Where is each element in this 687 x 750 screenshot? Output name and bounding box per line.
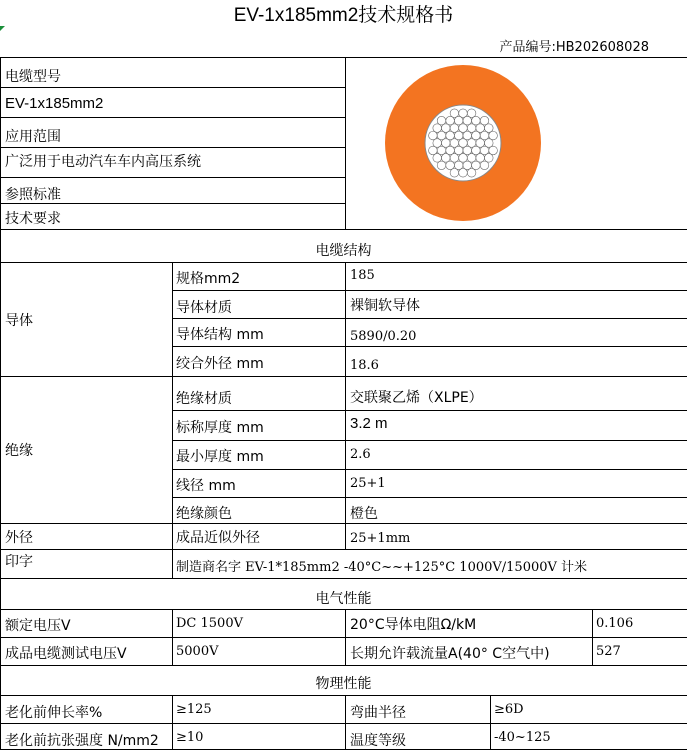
- standard-label: 参照标准: [5, 187, 61, 203]
- elongation-value: ≥125: [176, 702, 212, 717]
- cable-cross-section-image: [383, 63, 543, 223]
- conductor-strand: [433, 154, 442, 163]
- document-title: EV-1x185mm2技术规格书: [233, 5, 454, 26]
- conductor-strand: [463, 116, 472, 125]
- tech-requirement-label: 技术要求: [5, 211, 61, 227]
- conductor-strand: [433, 139, 442, 148]
- bend-radius-value: ≥6D: [494, 702, 524, 717]
- rated-voltage-label: 额定电压V: [5, 618, 71, 634]
- conductor-strand: [459, 154, 468, 163]
- bend-radius-label: 弯曲半径: [350, 705, 406, 721]
- conductor-strand: [467, 139, 476, 148]
- conductor-strand: [437, 116, 446, 125]
- resistance-label: 20°C导体电阻Ω/kM: [350, 617, 477, 633]
- conductor-strand: [472, 116, 481, 125]
- application-label: 应用范围: [5, 129, 61, 145]
- conductor-strand: [450, 139, 459, 148]
- temperature-class-label: 温度等级: [350, 733, 406, 749]
- conductor-strand: [459, 109, 468, 118]
- conductor-strand: [442, 139, 451, 148]
- conductor-strand: [454, 161, 463, 170]
- conductor-strands: [429, 109, 498, 177]
- rated-voltage-value: DC 1500V: [176, 616, 243, 631]
- conductor-row-value: 18.6: [350, 358, 379, 373]
- conductor-label: 导体: [5, 313, 33, 329]
- conductor-strand: [433, 124, 442, 133]
- conductor-strand: [467, 109, 476, 118]
- temperature-class-value: -40~125: [494, 730, 551, 745]
- conductor-strand: [472, 146, 481, 155]
- insulation-row-value: 2.6: [350, 447, 371, 462]
- application-value: 广泛用于电动汽车车内高压系统: [5, 154, 201, 170]
- conductor-strand: [476, 124, 485, 133]
- insulation-row-value: 3.2 m: [350, 415, 388, 432]
- structure-header: 电缆结构: [315, 243, 372, 259]
- insulation-label: 绝缘: [5, 443, 33, 459]
- conductor-strand: [485, 124, 494, 133]
- conductor-strand: [459, 139, 468, 148]
- insulation-row-name: 线径 mm: [176, 478, 236, 494]
- conductor-strand: [485, 139, 494, 148]
- test-voltage-label: 成品电缆测试电压V: [5, 646, 127, 662]
- conductor-strand: [467, 168, 476, 177]
- conductor-strand: [454, 131, 463, 140]
- conductor-strand: [489, 131, 498, 140]
- insulation-row-value: 25+1: [350, 476, 386, 491]
- model-value: EV-1x185mm2: [5, 95, 104, 112]
- conductor-row-name: 导体结构 mm: [176, 327, 264, 343]
- outer-diameter-value: 25+1mm: [350, 531, 411, 546]
- conductor-strand: [480, 131, 489, 140]
- marking-value: 制造商名字 EV-1*185mm2 -40°C~~+125°C 1000V/15000V 计米: [176, 560, 588, 575]
- cell-marker-icon: [0, 26, 5, 31]
- conductor-strand: [446, 131, 455, 140]
- conductor-strand: [485, 154, 494, 163]
- conductor-strand: [467, 154, 476, 163]
- conductor-strand: [437, 131, 446, 140]
- conductor-strand: [480, 146, 489, 155]
- conductor-row-name: 导体材质: [176, 300, 232, 316]
- conductor-strand: [459, 124, 468, 133]
- conductor-strand: [454, 146, 463, 155]
- conductor-row-value: 裸铜软导体: [350, 298, 420, 314]
- conductor-row-name: 绞合外径 mm: [176, 356, 264, 372]
- conductor-strand: [463, 131, 472, 140]
- conductor-strand: [489, 146, 498, 155]
- resistance-value: 0.106: [596, 616, 634, 631]
- conductor-strand: [446, 161, 455, 170]
- marking-label: 印字: [5, 554, 33, 570]
- conductor-strand: [437, 146, 446, 155]
- conductor-strand: [480, 116, 489, 125]
- conductor-row-value: 185: [350, 268, 375, 283]
- ampacity-value: 527: [596, 644, 621, 659]
- conductor-strand: [429, 146, 438, 155]
- product-code: 产品编号:HB202608028: [499, 40, 649, 55]
- conductor-strand: [429, 131, 438, 140]
- conductor-strand: [480, 161, 489, 170]
- conductor-strand: [442, 154, 451, 163]
- conductor-row-value: 5890/0.20: [350, 329, 417, 344]
- conductor-strand: [476, 154, 485, 163]
- conductor-strand: [450, 109, 459, 118]
- conductor-strand: [459, 168, 468, 177]
- outer-diameter-name: 成品近似外径: [176, 530, 260, 546]
- conductor-strand: [446, 116, 455, 125]
- conductor-strand: [472, 161, 481, 170]
- elongation-label: 老化前伸长率%: [5, 705, 103, 721]
- conductor-strand: [450, 154, 459, 163]
- conductor-strand: [467, 124, 476, 133]
- conductor-row-name: 规格mm2: [176, 271, 241, 287]
- physical-header: 物理性能: [315, 676, 372, 692]
- insulation-row-value: 橙色: [350, 506, 378, 522]
- conductor-strand: [454, 116, 463, 125]
- model-label: 电缆型号: [5, 69, 61, 85]
- tensile-strength-value: ≥10: [176, 730, 204, 745]
- electrical-header: 电气性能: [315, 591, 372, 607]
- insulation-row-name: 最小厚度 mm: [176, 449, 264, 465]
- conductor-strand: [446, 146, 455, 155]
- ampacity-label: 长期允许载流量A(40° C空气中): [350, 646, 550, 662]
- test-voltage-value: 5000V: [176, 644, 219, 659]
- conductor-strand: [463, 161, 472, 170]
- tensile-strength-label: 老化前抗张强度 N/mm2: [5, 733, 159, 749]
- insulation-row-name: 绝缘颜色: [176, 506, 232, 522]
- outer-diameter-label: 外径: [5, 530, 33, 546]
- conductor-strand: [442, 124, 451, 133]
- conductor-strand: [463, 146, 472, 155]
- conductor-strand: [450, 124, 459, 133]
- conductor-strand: [450, 168, 459, 177]
- conductor-strand: [437, 161, 446, 170]
- insulation-row-value: 交联聚乙烯（XLPE）: [350, 390, 483, 406]
- conductor-strand: [472, 131, 481, 140]
- insulation-row-name: 标称厚度 mm: [176, 420, 264, 436]
- insulation-row-name: 绝缘材质: [176, 391, 232, 407]
- conductor-strand: [476, 139, 485, 148]
